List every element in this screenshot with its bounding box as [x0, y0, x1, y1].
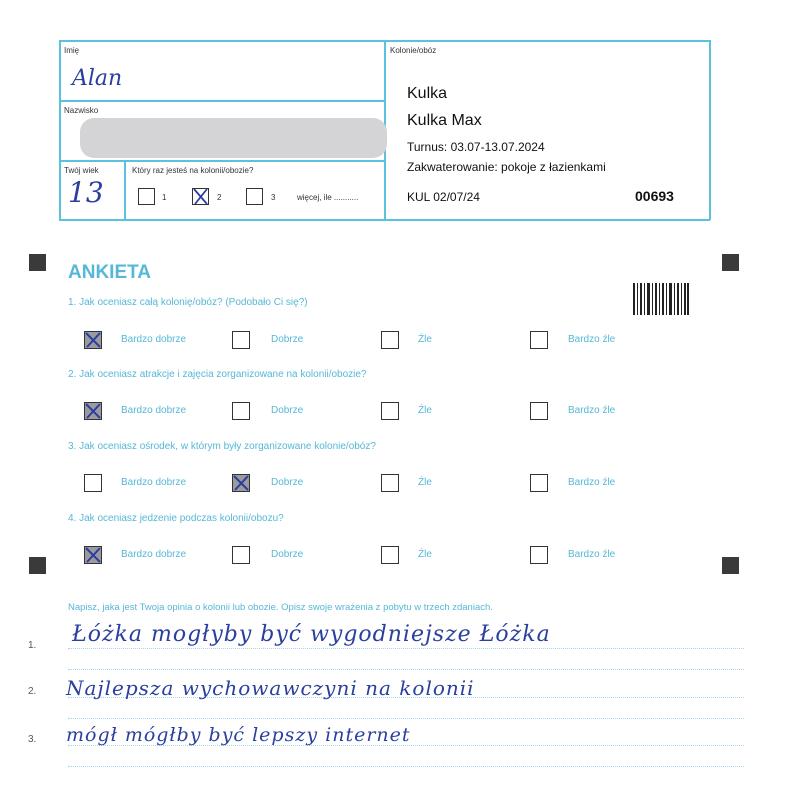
check-mark-icon	[84, 546, 102, 564]
survey-title: ANKIETA	[68, 262, 152, 283]
option-label: Bardzo źle	[568, 549, 616, 560]
answer-checkbox[interactable]	[530, 402, 548, 420]
answer-checkbox[interactable]	[84, 474, 102, 492]
answer-checkbox[interactable]	[381, 474, 399, 492]
answer-number: 1.	[28, 640, 37, 651]
accommodation: Zakwaterowanie: pokoje z łazienkami	[407, 160, 606, 174]
check-mark-icon	[84, 402, 102, 420]
answer-checkbox[interactable]	[84, 546, 102, 564]
option-label: Dobrze	[271, 405, 304, 416]
option-label: Bardzo dobrze	[121, 549, 187, 560]
surname-label: Nazwisko	[64, 106, 99, 115]
answer-text[interactable]: mógł mógłby być lepszy internet	[66, 724, 411, 746]
times-checkbox-2[interactable]	[192, 188, 209, 205]
times-checkbox-1[interactable]	[138, 188, 155, 205]
times-label: Który raz jesteś na kolonii/obozie?	[132, 166, 254, 175]
registration-marker	[29, 557, 46, 574]
answer-checkbox[interactable]	[84, 402, 102, 420]
question-text: 4. Jak oceniasz jedzenie podczas kolonii/obozu?	[68, 513, 284, 524]
answer-number: 3.	[28, 734, 37, 745]
check-mark-icon	[232, 474, 250, 492]
camp-name: Kulka	[407, 85, 448, 102]
answer-text[interactable]: Łóżka mogłyby być wygodniejsze Łóżka	[72, 622, 551, 647]
option-label: Bardzo źle	[568, 477, 616, 488]
option-label: Źle	[418, 334, 432, 345]
turnus: Turnus: 03.07-13.07.2024	[407, 140, 545, 154]
registration-marker	[722, 557, 739, 574]
answer-checkbox[interactable]	[232, 546, 250, 564]
option-label: Źle	[418, 549, 432, 560]
opinion-prompt: Napisz, jaka jest Twoja opinia o kolonii lub obozie. Opisz swoje wrażenia z pobytu w trzech zdaniach.	[68, 602, 493, 613]
answer-checkbox[interactable]	[232, 402, 250, 420]
answer-checkbox[interactable]	[232, 331, 250, 349]
times-option-more: więcej, ile ...........	[297, 193, 359, 202]
camp-label: Kolonie/obóz	[390, 46, 437, 55]
name-value[interactable]: Alan	[72, 66, 123, 91]
surname-redaction	[80, 118, 387, 158]
registration-marker	[29, 254, 46, 271]
answer-checkbox[interactable]	[530, 474, 548, 492]
answer-checkbox[interactable]	[232, 474, 250, 492]
answer-checkbox[interactable]	[530, 546, 548, 564]
camp-code: KUL 02/07/24	[407, 190, 480, 204]
answer-checkbox[interactable]	[84, 331, 102, 349]
option-label: Dobrze	[271, 549, 304, 560]
camp-name-2: Kulka Max	[407, 112, 482, 129]
option-label: Bardzo dobrze	[121, 477, 187, 488]
question-text: 3. Jak oceniasz ośrodek, w którym były zorganizowane kolonie/obóz?	[68, 441, 376, 452]
option-label: Bardzo źle	[568, 405, 616, 416]
answer-line	[68, 766, 744, 767]
answer-line	[68, 718, 744, 719]
check-mark-icon	[192, 188, 209, 205]
check-mark-icon	[84, 331, 102, 349]
option-label: Dobrze	[271, 477, 304, 488]
option-label: Bardzo dobrze	[121, 334, 187, 345]
answer-line	[68, 648, 744, 649]
question-text: 2. Jak oceniasz atrakcje i zajęcia zorganizowane na kolonii/obozie?	[68, 369, 367, 380]
times-option-3: 3	[271, 193, 276, 202]
answer-checkbox[interactable]	[381, 331, 399, 349]
option-label: Bardzo źle	[568, 334, 616, 345]
registration-marker	[722, 254, 739, 271]
answer-text[interactable]: Najlepsza wychowawczyni na kolonii	[66, 676, 475, 700]
question-text: 1. Jak oceniasz całą kolonię/obóz? (Podobało Ci się?)	[68, 297, 308, 308]
age-label: Twój wiek	[64, 166, 99, 175]
times-checkbox-3[interactable]	[246, 188, 263, 205]
answer-checkbox[interactable]	[381, 402, 399, 420]
answer-line	[68, 669, 744, 670]
answer-number: 2.	[28, 686, 37, 697]
times-option-1: 1	[162, 193, 167, 202]
form-number: 00693	[635, 188, 674, 204]
times-option-2: 2	[217, 193, 222, 202]
name-label: Imię	[64, 46, 80, 55]
option-label: Bardzo dobrze	[121, 405, 187, 416]
option-label: Źle	[418, 405, 432, 416]
option-label: Źle	[418, 477, 432, 488]
answer-checkbox[interactable]	[381, 546, 399, 564]
barcode-icon	[633, 283, 689, 315]
age-value[interactable]: 13	[68, 176, 104, 209]
option-label: Dobrze	[271, 334, 304, 345]
answer-checkbox[interactable]	[530, 331, 548, 349]
